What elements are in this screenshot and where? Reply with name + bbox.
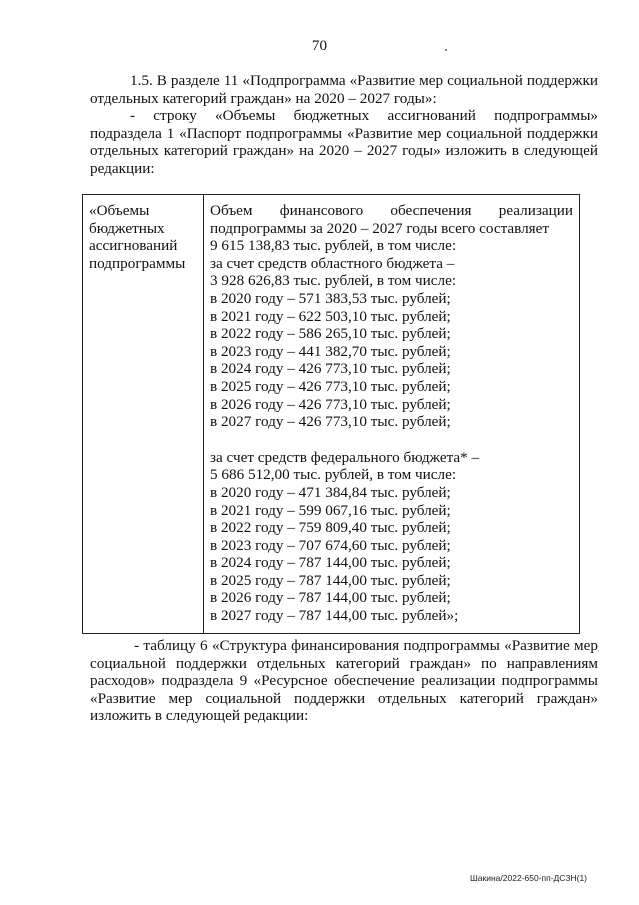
outro-line: социальной поддержки отдельных категорий граждан» по направлениям xyxy=(90,654,598,672)
federal-year-line: в 2023 году – 707 674,60 тыс. рублей; xyxy=(210,536,451,554)
federal-year-line: в 2024 году – 787 144,00 тыс. рублей; xyxy=(210,554,451,572)
outro-line: изложить в следующей редакции: xyxy=(90,707,309,725)
intro-line: редакции: xyxy=(90,159,155,177)
federal-budget-label: за счет средств федерального бюджета* – xyxy=(210,448,480,466)
federal-year-line: в 2022 году – 759 809,40 тыс. рублей; xyxy=(210,519,451,537)
right-cell xyxy=(204,195,580,634)
federal-budget-amount: 5 686 512,00 тыс. рублей, в том числе: xyxy=(210,466,457,484)
outro-line: расходов» подраздела 9 «Ресурсное обеспечение реализации подпрограммы xyxy=(90,672,598,690)
left-cell xyxy=(83,195,204,634)
federal-year-line: в 2025 году – 787 144,00 тыс. рублей; xyxy=(210,571,451,589)
federal-year-line: в 2026 году – 787 144,00 тыс. рублей; xyxy=(210,589,451,607)
regional-year-line: в 2021 году – 622 503,10 тыс. рублей; xyxy=(210,307,451,325)
intro-paragraph xyxy=(90,72,598,178)
document-footer: Шакина/2022-650-пп-ДСЗН(1) xyxy=(470,873,588,883)
left-cell-line: ассигнований xyxy=(89,237,178,255)
regional-year-line: в 2024 году – 426 773,10 тыс. рублей; xyxy=(210,360,451,378)
regional-year-line: в 2025 году – 426 773,10 тыс. рублей; xyxy=(210,377,451,395)
intro-line: - строку «Объемы бюджетных ассигнований подпрограммы» xyxy=(130,107,598,125)
federal-year-line: в 2020 году – 471 384,84 тыс. рублей; xyxy=(210,483,451,501)
regional-year-line: в 2020 году – 571 383,53 тыс. рублей; xyxy=(210,289,451,307)
passport-table xyxy=(82,194,580,634)
table-row xyxy=(83,195,580,634)
outro-line: «Развитие мер социальной поддержки отдельных категорий граждан» xyxy=(90,689,598,707)
funding-header-line: Объем финансового обеспечения реализации xyxy=(210,202,573,219)
federal-year-line: в 2027 году – 787 144,00 тыс. рублей»; xyxy=(210,607,459,625)
intro-line: 1.5. В разделе 11 «Подпрограмма «Развитие мер социальной поддержки xyxy=(130,72,598,89)
regional-year-line: в 2027 году – 426 773,10 тыс. рублей; xyxy=(210,413,451,431)
outro-paragraph xyxy=(90,637,598,725)
regional-year-line: в 2026 году – 426 773,10 тыс. рублей; xyxy=(210,395,451,413)
funding-total: 9 615 138,83 тыс. рублей, в том числе: xyxy=(210,237,457,255)
page-number: 70 xyxy=(311,37,328,54)
left-cell-line: бюджетных xyxy=(89,219,165,237)
regional-budget-label: за счет средств областного бюджета – xyxy=(210,254,455,272)
federal-year-line: в 2021 году – 599 067,16 тыс. рублей; xyxy=(210,501,451,519)
regional-budget-amount: 3 928 626,83 тыс. рублей, в том числе: xyxy=(210,272,457,290)
scan-speck xyxy=(445,49,447,51)
left-cell-line: подпрограммы xyxy=(89,254,186,272)
intro-line: отдельных категорий граждан» на 2020 – 2027 годы»: xyxy=(90,89,437,107)
regional-year-line: в 2022 году – 586 265,10 тыс. рублей; xyxy=(210,325,451,343)
intro-line: отдельных категорий граждан» на 2020 – 2027 годы» изложить в следующей xyxy=(90,142,598,160)
section-gap xyxy=(210,431,573,449)
regional-year-line: в 2023 году – 441 382,70 тыс. рублей; xyxy=(210,342,451,360)
left-cell-line: «Объемы xyxy=(89,202,150,219)
outro-line: - таблицу 6 «Структура финансирования подпрограммы «Развитие мер xyxy=(134,637,598,654)
intro-line: подраздела 1 «Паспорт подпрограммы «Развитие мер социальной поддержки xyxy=(90,124,598,142)
funding-header-line: подпрограммы за 2020 – 2027 годы всего составляет xyxy=(210,219,550,237)
